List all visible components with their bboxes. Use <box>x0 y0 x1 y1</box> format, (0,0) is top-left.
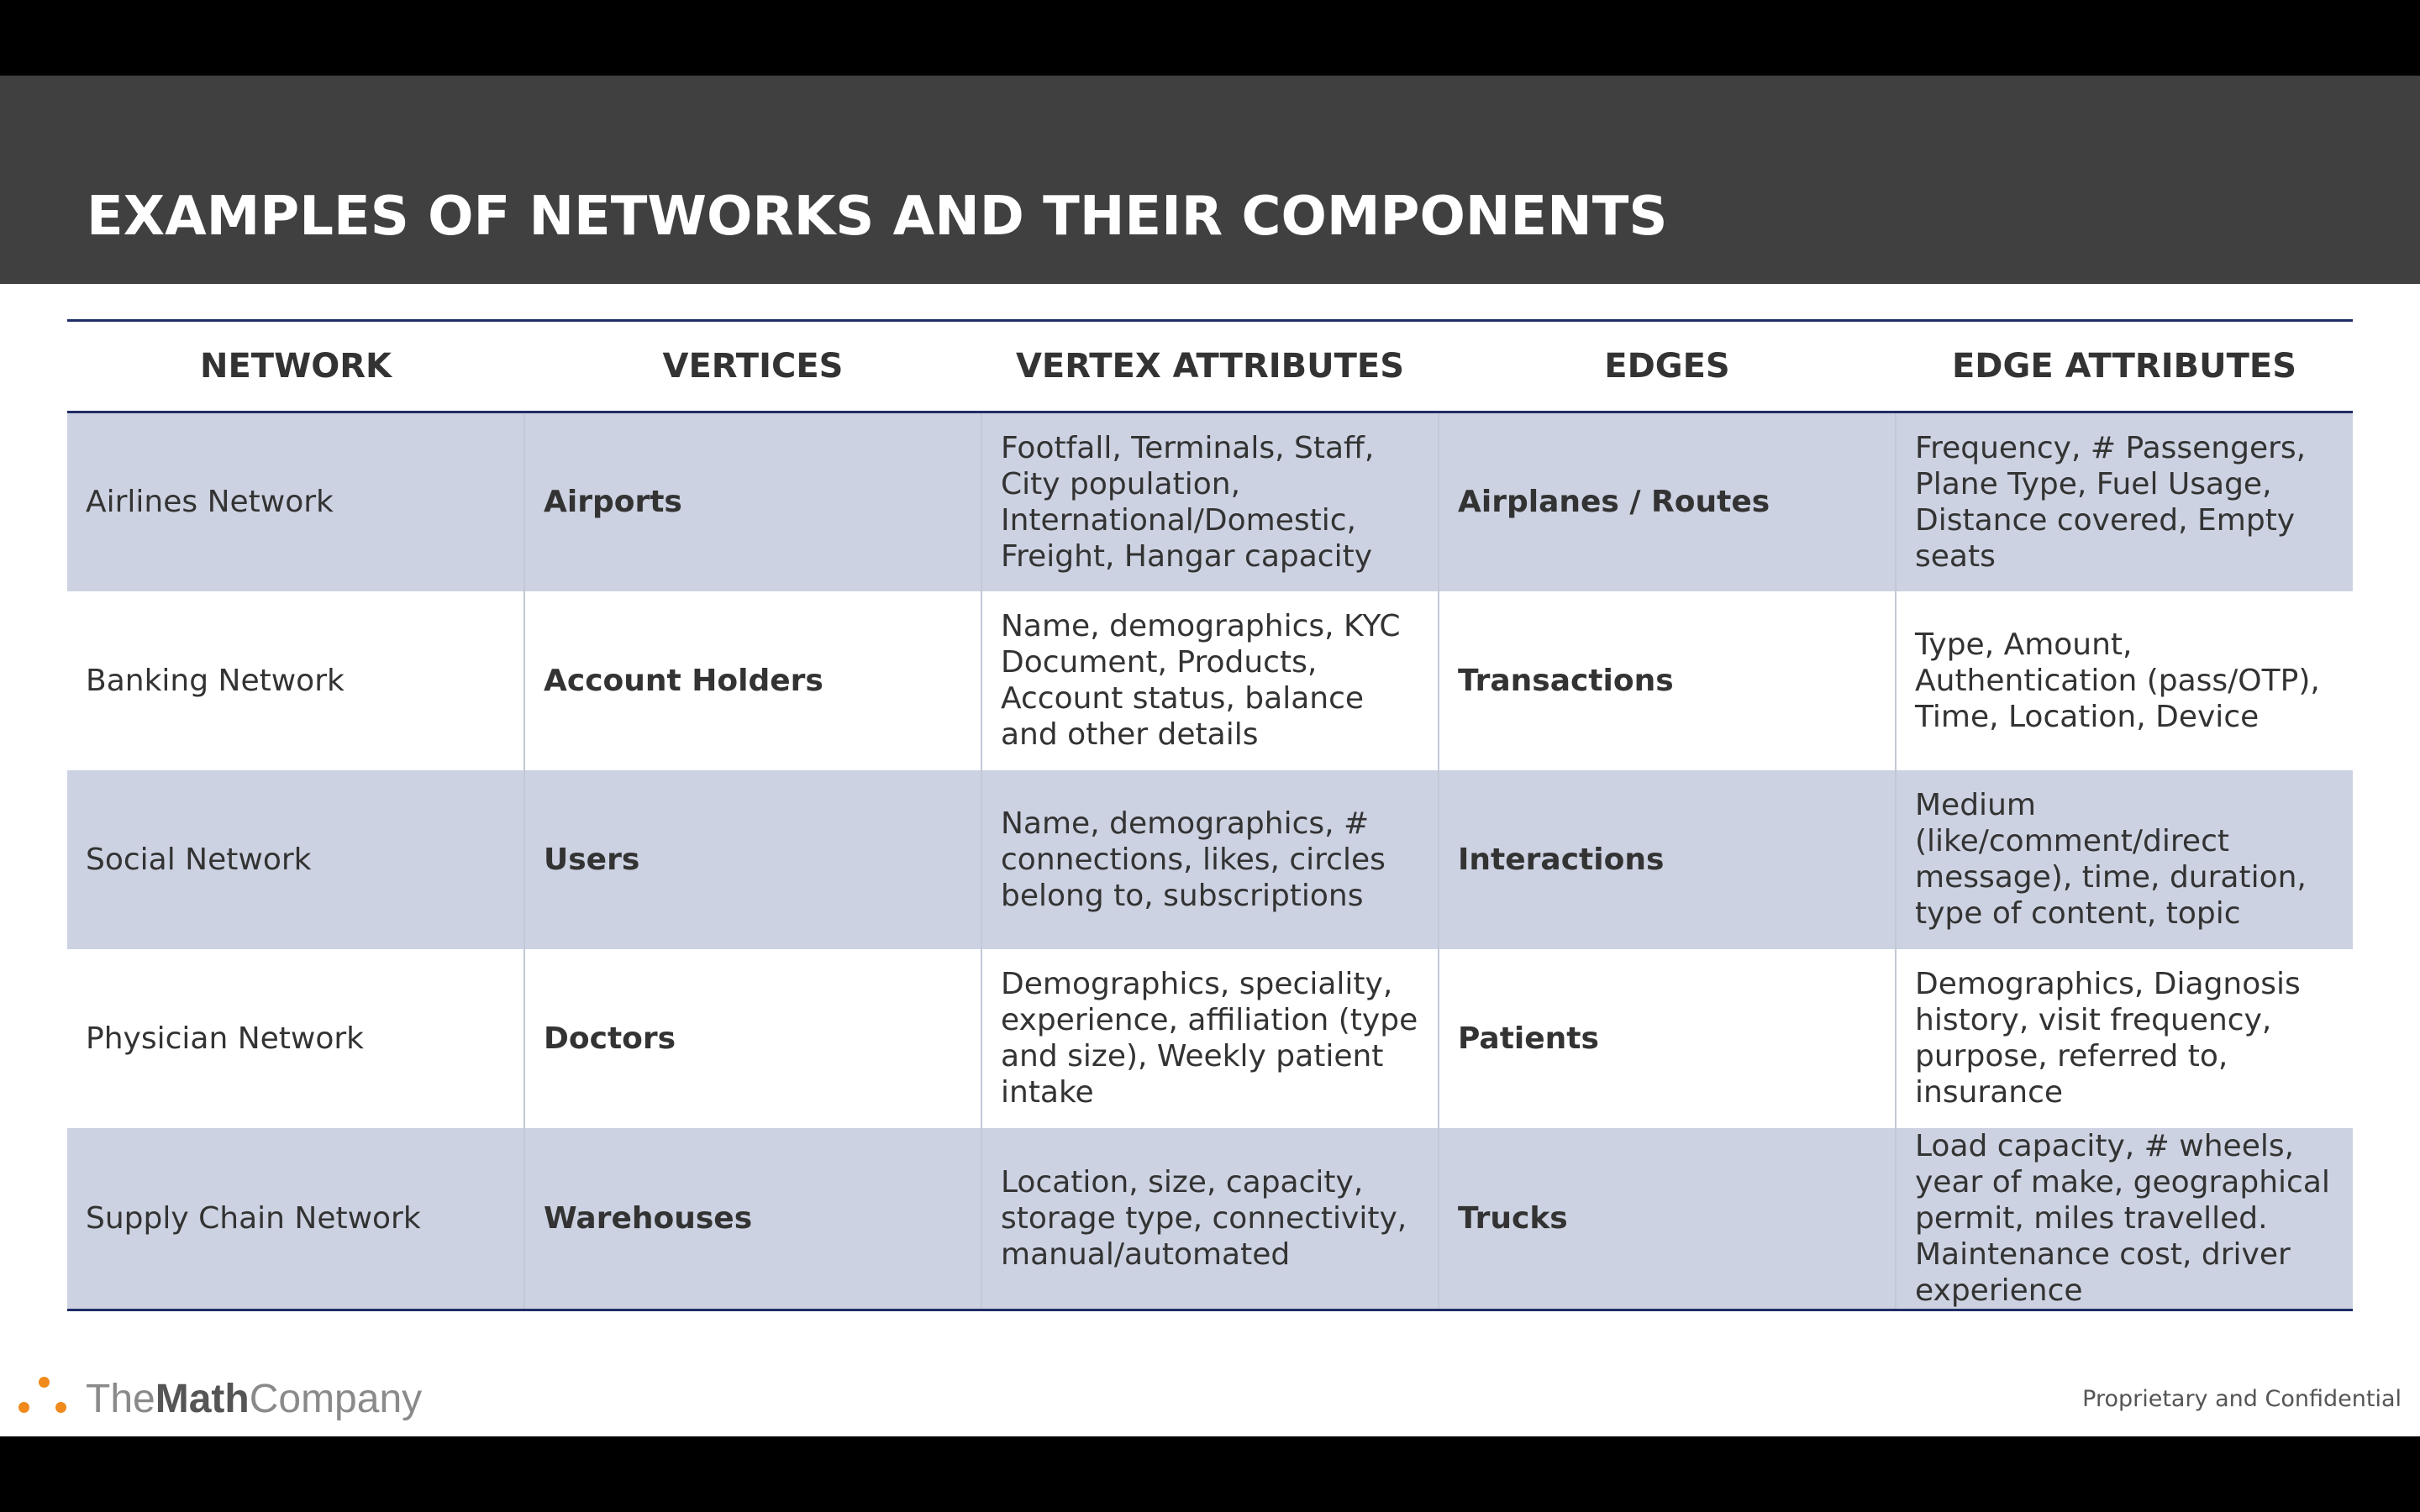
cell-vertices: Airports <box>524 412 981 591</box>
header-edge-attributes: EDGE ATTRIBUTES <box>1896 321 2353 412</box>
cell-vertices: Warehouses <box>524 1128 981 1310</box>
cell-vertex-attributes: Name, demographics, # connections, likes, circles belong to, subscriptions <box>981 770 1439 949</box>
cell-edge-attributes: Medium (like/comment/direct message), time, duration, type of content, topic <box>1896 770 2353 949</box>
cell-network: Banking Network <box>67 591 524 770</box>
header-vertex-attributes: VERTEX ATTRIBUTES <box>981 321 1439 412</box>
header-network: NETWORK <box>67 321 524 412</box>
header-vertices: VERTICES <box>524 321 981 412</box>
cell-network: Social Network <box>67 770 524 949</box>
company-logo <box>17 1373 422 1424</box>
cell-edges: Patients <box>1439 949 1896 1128</box>
logo-bold: Math <box>155 1376 250 1421</box>
table-row <box>67 770 2353 949</box>
cell-vertex-attributes: Footfall, Terminals, Staff, City population, International/Domestic, Freight, Hangar capacity <box>981 412 1439 591</box>
title-bar <box>0 76 2420 284</box>
cell-edges: Trucks <box>1439 1128 1896 1310</box>
cell-vertices: Account Holders <box>524 591 981 770</box>
cell-vertices: Users <box>524 770 981 949</box>
cell-network: Airlines Network <box>67 412 524 591</box>
table-header-row <box>67 321 2353 412</box>
logo-wordmark <box>86 1376 422 1422</box>
slide <box>0 76 2420 1436</box>
slide-title: EXAMPLES OF NETWORKS AND THEIR COMPONENTS <box>87 186 1668 248</box>
cell-vertex-attributes: Demographics, speciality, experience, affiliation (type and size), Weekly patient intake <box>981 949 1439 1128</box>
network-table-container <box>67 319 2353 1311</box>
cell-edges: Transactions <box>1439 591 1896 770</box>
cell-edge-attributes: Load capacity, # wheels, year of make, geographical permit, miles travelled. Maintenance cost, driver experience <box>1896 1128 2353 1310</box>
cell-edge-attributes: Demographics, Diagnosis history, visit frequency, purpose, referred to, insurance <box>1896 949 2353 1128</box>
cell-vertices: Doctors <box>524 949 981 1128</box>
cell-edges: Interactions <box>1439 770 1896 949</box>
cell-vertex-attributes: Name, demographics, KYC Document, Products, Account status, balance and other details <box>981 591 1439 770</box>
table-row <box>67 1128 2353 1310</box>
cell-edge-attributes: Frequency, # Passengers, Plane Type, Fuel Usage, Distance covered, Empty seats <box>1896 412 2353 591</box>
table-row <box>67 591 2353 770</box>
cell-edges: Airplanes / Routes <box>1439 412 1896 591</box>
logo-suffix: Company <box>249 1376 423 1421</box>
cell-edge-attributes: Type, Amount, Authentication (pass/OTP), Time, Location, Device <box>1896 591 2353 770</box>
cell-network: Physician Network <box>67 949 524 1128</box>
cell-network: Supply Chain Network <box>67 1128 524 1310</box>
table-row <box>67 412 2353 591</box>
logo-dots-icon <box>17 1373 69 1424</box>
network-table <box>67 319 2353 1311</box>
cell-vertex-attributes: Location, size, capacity, storage type, connectivity, manual/automated <box>981 1128 1439 1310</box>
table-row <box>67 949 2353 1128</box>
logo-prefix: The <box>86 1376 155 1421</box>
confidential-notice: Proprietary and Confidential <box>2082 1386 2402 1412</box>
header-edges: EDGES <box>1439 321 1896 412</box>
